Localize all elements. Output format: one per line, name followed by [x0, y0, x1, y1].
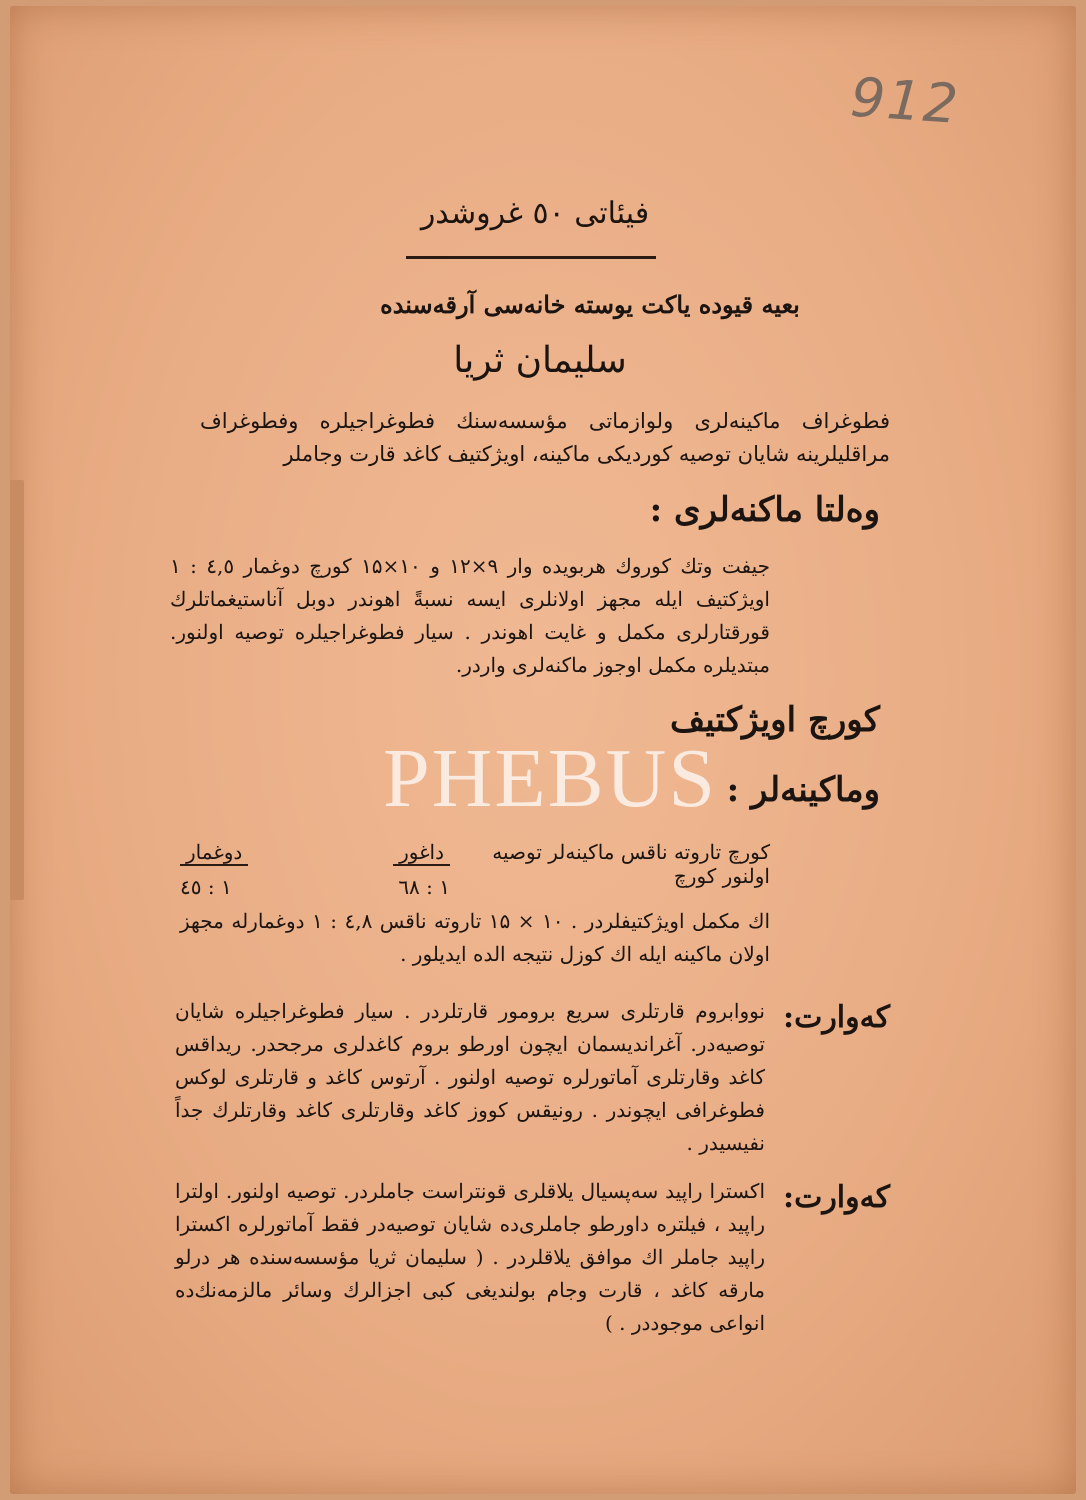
paper-heading-1: که‌وارت: [783, 1000, 890, 1035]
paper-paragraph-2: اکسترا راپید سه‌پسیال یلاقلری قونتراست جاملردر. توصیه اولنور. اولترا راپید ، فیلتره داورطو جاملری‌ده شایان توصیه‌در فقط آماتورلره اکسترا راپید جاملر اك موافق یلاقلردر . ( سلیمان ثریا مؤسسه‌سنده هر درلو مارقه کاغد ، قارت وجام بولندیغی کبی اجزالرك وسائر مالزمه‌نك‌ده انواعی موجوددر . ) [175, 1179, 765, 1335]
paper-paragraph-1: نووابروم قارتلری سریع برومور قارتلردر . سیار فطوغراجیلره شایان توصیه‌در. آغراندیسمان ایچون اورطو بروم کاغدلری مرجحدر. ریداقس کاغد وقارتلری آماتورلره توصیه اولنور . آرتوس کاغد و قارتلری لوکس فطوغرافی ایچوندر . رونیقس کووز کاغد وقارتلری کاغد وقارتلرك جداً نفیسیدر . [175, 999, 765, 1155]
goerz-paragraph: اك مکمل اویژکتیفلردر . ۱۰ × ۱۵ تاروته ناقس ٤,٨ : ۱ دوغمارله مجهز اولان ماکینه ایله اك کوزل نتیجه الده ایدیلور . [180, 909, 770, 966]
author-name: سلیمان ثریا [453, 340, 627, 381]
voigt-heading: وه‌لتا ماکنه‌لری : [649, 490, 880, 530]
publisher-line: بعیه قیوده یاکت یوسته خانه‌سی آرقه‌سنده [380, 290, 800, 319]
goerz-model-line: کورچ تاروته ناقس ماکینه‌لر توصیه اولنور کورچ [492, 840, 770, 888]
handwritten-number: 912 [848, 65, 962, 137]
voigt-paragraph: جیفت وتك کوروك هربویده وار ۹×۱۲ و ۱۰×۱۵ کورچ دوغمار ٤,٥ : ۱ اویژکتیف ایله مجهز اولانلری ایسه نسبةً اهوندر دوبل آناستیغماتلرك قورقتارلری مکمل و غایت اهوندر . سیار فطوغراجیلره توصیه اولنور. مبتدیلره مکمل اوجوز ماکنه‌لری واردر. [170, 554, 770, 677]
goerz-spec-values [180, 875, 450, 899]
goerz-col2-label: دوغمار [180, 840, 248, 866]
price-line: فیئاتی ٥٠ غروشدر [420, 196, 650, 231]
goerz-heading-line1: کورچ اویژکتیف [670, 700, 880, 740]
watermark: PHEBUS [382, 732, 718, 825]
goerz-col2-value: ۱ : ٤٥ [180, 875, 232, 899]
torn-edge [10, 480, 24, 900]
goerz-spec-headers [180, 840, 450, 866]
intro-paragraph: فطوغراف ماکینه‌لری ولوازماتی مؤسسه‌سنك فطوغراجیلره وفطوغراف مراقلیلرینه شایان توصیه کوردیکی ماکینه، اویژکتیف کاغد قارت وجاملر [200, 409, 890, 466]
paper-heading-2: که‌وارت: [783, 1180, 890, 1215]
goerz-col1-label: داغور [393, 840, 450, 866]
goerz-col1-value: ۱ : ٦٨ [398, 875, 450, 899]
goerz-heading-line2: وماکینه‌لر : [726, 770, 880, 810]
divider-rule [406, 256, 656, 259]
